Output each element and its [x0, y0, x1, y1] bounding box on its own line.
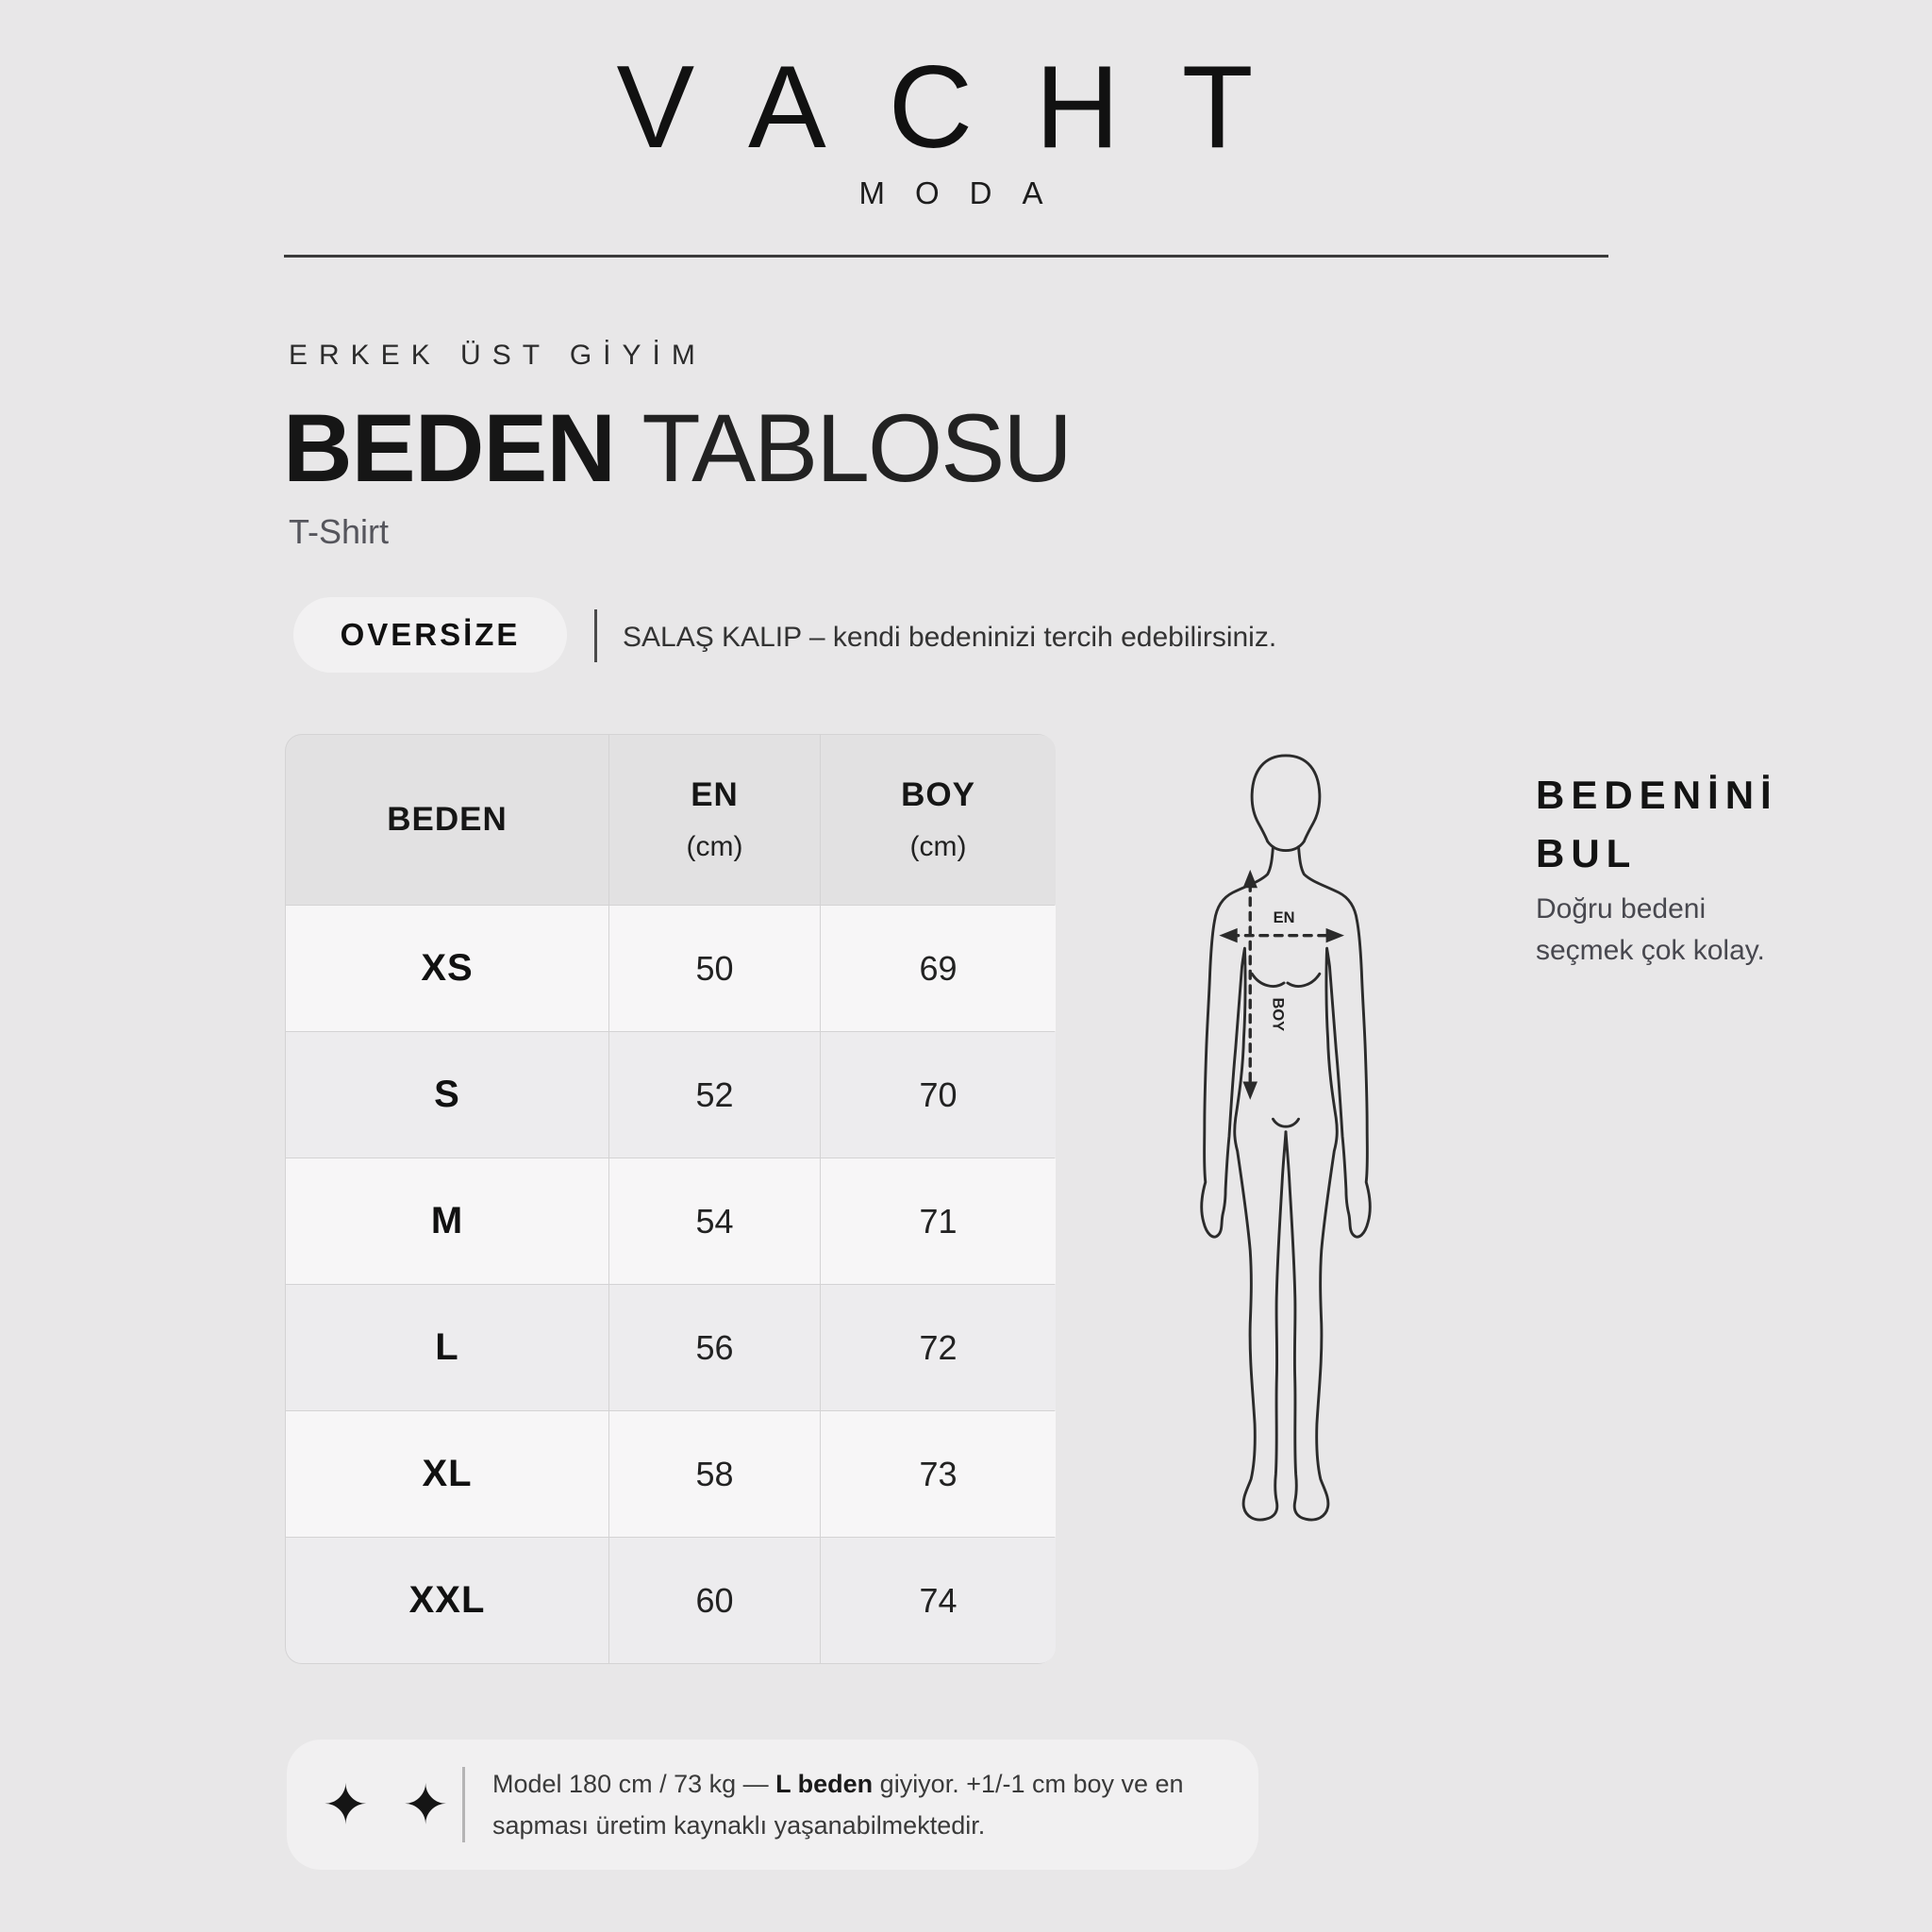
find-size-body: Doğru bedeni seçmek çok kolay. [1536, 893, 1765, 966]
category-eyebrow: ERKEK ÜST GİYİM [289, 340, 707, 371]
column-label: BEDEN [387, 801, 508, 838]
boy-arrow-head-top [1242, 870, 1257, 888]
en-arrow-head-left [1219, 928, 1237, 942]
en-arrow-head-right [1326, 928, 1344, 942]
table-cell-size: XXL [286, 1538, 608, 1663]
table-cell-boy: 71 [821, 1158, 1056, 1284]
table-cell-size: XS [286, 906, 608, 1031]
crotch-line [1273, 1119, 1298, 1126]
find-size-heading-line2: BUL [1536, 831, 1638, 875]
table-cell-en: 60 [609, 1538, 820, 1663]
sparkle-icons: ✦ ✦ [323, 1774, 458, 1836]
size-table [285, 734, 1055, 1664]
column-unit: (cm) [686, 831, 743, 862]
column-label: BOY [901, 776, 975, 813]
table-cell-boy: 74 [821, 1538, 1056, 1663]
table-cell-boy: 73 [821, 1411, 1056, 1537]
page-title [283, 394, 1071, 502]
model-note-size: L beden [775, 1770, 874, 1798]
boy-arrow-head-bottom [1242, 1082, 1257, 1100]
model-note-text [492, 1763, 1247, 1846]
table-header-en [609, 735, 820, 905]
oversize-badge [293, 597, 567, 673]
column-unit: (cm) [909, 831, 967, 862]
header-divider [284, 255, 1608, 258]
table-header-boy [821, 735, 1056, 905]
model-note-post: giyiyor. +1/-1 cm boy ve en sapması üretim kaynaklı yaşanabilmektedir. [492, 1770, 1184, 1840]
table-cell-en: 58 [609, 1411, 820, 1537]
table-cell-boy: 69 [821, 906, 1056, 1031]
table-header-beden [286, 735, 608, 905]
table-cell-boy: 70 [821, 1032, 1056, 1158]
brand-logo-subtext: MODA [858, 175, 1074, 210]
head-outline [1252, 756, 1320, 851]
body-outline [1202, 756, 1370, 1520]
table-cell-size: XL [286, 1411, 608, 1537]
model-note-card [287, 1740, 1258, 1870]
column-label: EN [691, 776, 739, 813]
en-measure-label: EN [1273, 909, 1295, 927]
table-cell-en: 56 [609, 1285, 820, 1410]
find-size-heading-line1: BEDENİNİ [1536, 773, 1778, 817]
page-title-bold: BEDEN [283, 394, 616, 502]
brand-logo: VACHT [616, 42, 1316, 173]
product-subtitle: T-Shirt [289, 512, 390, 551]
table-cell-size: L [286, 1285, 608, 1410]
fit-note: SALAŞ KALIP – kendi bedeninizi tercih edebilirsiniz. [623, 622, 1277, 653]
table-cell-en: 52 [609, 1032, 820, 1158]
page-title-light: TABLOSU [641, 394, 1071, 502]
table-cell-en: 54 [609, 1158, 820, 1284]
note-divider [462, 1767, 465, 1842]
find-size-heading [1536, 766, 1778, 883]
model-note-pre: Model 180 cm / 73 kg — [492, 1770, 776, 1798]
table-cell-boy: 72 [821, 1285, 1056, 1410]
table-cell-en: 50 [609, 906, 820, 1031]
table-cell-size: M [286, 1158, 608, 1284]
boy-measure-label: BOY [1269, 997, 1287, 1032]
body-figure [1192, 753, 1379, 1557]
fit-divider [594, 609, 597, 662]
oversize-badge-label: OVERSİZE [340, 617, 521, 652]
table-cell-size: S [286, 1032, 608, 1158]
